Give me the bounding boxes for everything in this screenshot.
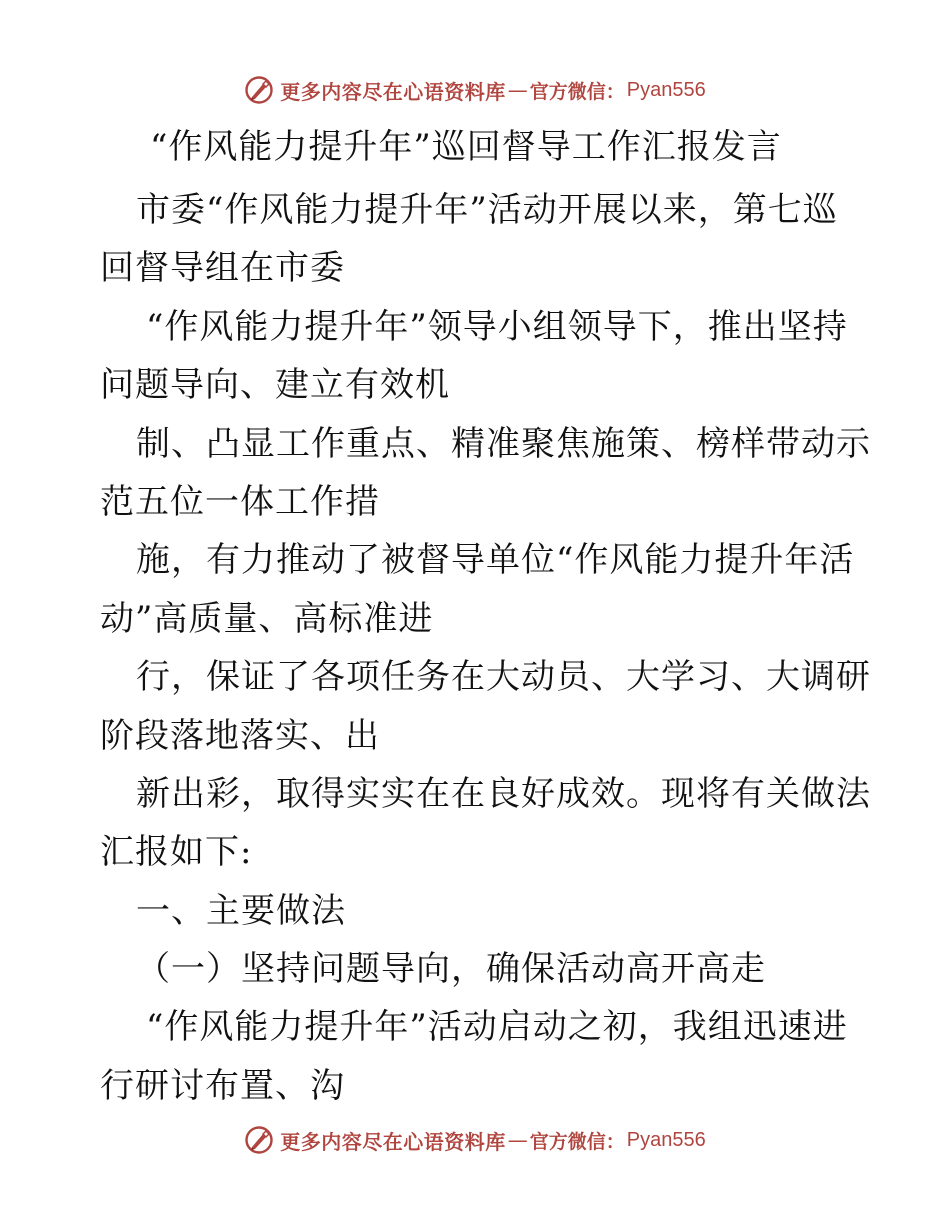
paragraph-line: 汇报如下: [100,832,253,873]
paragraph-line: 新出彩，取得实实在在良好成效。现将有关做法 [136,773,871,814]
paragraph-line: 制、凸显工作重点、精准聚焦施策、榜样带动示 [136,423,871,464]
header-banner [0,70,950,110]
paragraph-line: 行，保证了各项任务在大动员、大学习、大调研 [136,657,871,698]
banner-wechat-label: 官方微信： [529,80,625,103]
banner-text: 更多内容尽在心语资料库 [280,79,506,104]
paragraph-line: 范五位一体工作措 [100,481,380,522]
paragraph-line: 行研讨布置、沟 [100,1065,345,1106]
banner-text: 更多内容尽在心语资料库 [280,1129,506,1154]
paragraph-line: 阶段落地落实、出 [100,715,380,756]
pen-circle-logo-icon [244,1125,274,1155]
paragraph-line: 市委“作风能力提升年”活动开展以来，第七巡 [136,190,838,230]
document-title: “作风能力提升年”巡回督导工作汇报发言 [150,127,782,167]
footer-banner [0,1120,950,1160]
paragraph-line: 问题导向、建立有效机 [100,365,450,406]
subsection-heading: （一）坚持问题导向，确保活动高开高走 [136,949,766,990]
document-body [100,181,871,1115]
paragraph-line: 回督导组在市委 [100,248,345,289]
banner-dash: — [507,1128,528,1152]
paragraph-line: “作风能力提升年”活动启动之初，我组迅速进 [146,1007,848,1048]
section-heading: 一、主要做法 [136,890,346,931]
paragraph-line: “作风能力提升年”领导小组领导下，推出坚持 [146,306,848,347]
banner-wechat-id: Pyan556 [626,1128,706,1151]
paragraph-line: 施，有力推动了被督导单位“作风能力提升年活 [136,540,855,581]
paragraph-line: 动”高质量、高标准进 [100,598,434,639]
pen-circle-logo-icon [244,75,274,105]
banner-wechat-label: 官方微信： [529,1130,625,1153]
banner-wechat-id: Pyan556 [626,78,706,101]
banner-dash: — [507,78,528,102]
